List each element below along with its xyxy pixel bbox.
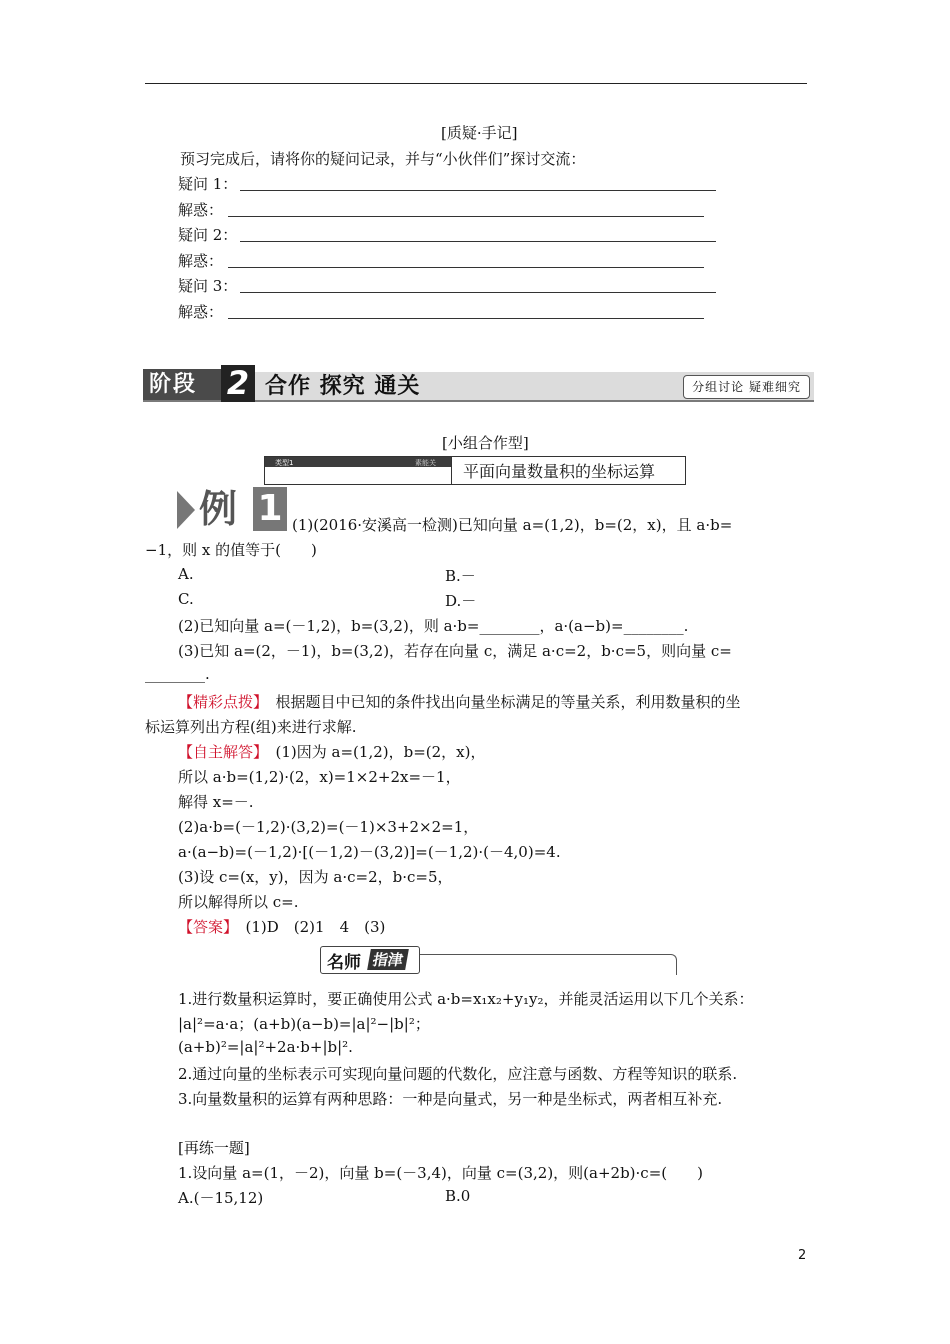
teacher-point-2: 2.通过向量的坐标表示可实现向量问题的代数化，应注意与函数、方程等知识的联系. [178,1065,738,1083]
question-line-2[interactable] [240,241,716,242]
example-q2: (2)已知向量 a=(－1,2)，b=(3,2)，则 a·b=________，a·(a−b)=________. [178,617,689,635]
question-line-1[interactable] [240,190,716,191]
hint-text-cont: 标运算列出方程(组)来进行求解. [145,718,357,736]
question-label-3: 疑问 3： [178,277,238,295]
page-number: 2 [798,1248,807,1263]
solution-line-2: 所以 a·b=(1,2)·(2，x)=1×2+2x=－1， [178,768,461,786]
hint-tag: 【精彩点拨】 [178,693,261,711]
option-a: A. [178,565,194,583]
practice-option-b: B.0 [445,1187,471,1205]
solution-line-1 [178,741,485,762]
solution-line-3: 解得 x=－. [178,793,254,811]
answer-line-2[interactable] [228,267,704,268]
example-badge-char: 例 [199,487,238,531]
practice-heading: [再练一题] [178,1139,250,1157]
banner-title: 合作 探究 通关 [265,374,421,399]
question-label-2: 疑问 2： [178,226,238,244]
notes-intro: 预习完成后，请将你的疑问记录，并与“小伙伴们”探讨交流： [180,150,586,168]
teacher-label-box [320,946,420,974]
teacher-point-1: 1.进行数量积运算时，要正确使用公式 a·b=x₁x₂+y₁y₂，并能灵活运用以下几个关系： [178,990,754,1008]
teacher-point-3: 3.向量数量积的运算有两种思路：一种是向量式，另一种是坐标式，两者相互补充. [178,1090,723,1108]
section-heading: [小组合作型] [442,434,529,452]
answer-label-3: 解惑： [178,303,224,321]
example-q1-line1: (1)(2016·安溪高一检测)已知向量 a=(1,2)，b=(2，x)，且 a·b= [292,516,733,534]
solution-line-5: a·(a−b)=(－1,2)·[(－1,2)－(3,2)]=(－1,2)·(－4,0)=4. [178,843,561,861]
teacher-guidance-badge [320,946,680,976]
solution-tag: 【自主解答】 [178,743,261,761]
example-badge-number: 1 [253,487,287,531]
teacher-label-2: 指津 [367,949,409,970]
answer-line [178,916,385,937]
banner-stage-label: 阶段 [143,369,255,400]
answer-label-1: 解惑： [178,201,224,219]
teacher-label-1: 名师 [327,953,361,973]
example-badge [177,487,287,531]
practice-question-1: 1.设向量 a=(1，－2)，向量 b=(－3,4)，向量 c=(3,2)，则(a+2b)·c=( ) [178,1164,703,1182]
example-q3-line2: ________. [145,665,210,683]
option-d: D.－ [445,592,477,610]
banner-subtitle-badge: 分组讨论 疑难细究 [683,375,810,399]
practice-option-a: A.(－15,12) [178,1189,264,1207]
teacher-formula-1: |a|²=a·a；(a+b)(a−b)=|a|²−|b|²； [178,1015,430,1033]
type-header-box [264,456,686,485]
answer-line-1[interactable] [228,216,704,217]
question-line-3[interactable] [240,292,716,293]
type-sublabel: 素能关 [415,459,436,467]
option-c: C. [178,590,194,608]
stage-banner [143,364,814,403]
example-q3-line1: (3)已知 a=(2，－1)，b=(3,2)，若存在向量 c，满足 a·c=2，b·c=5，则向量 c= [178,642,732,660]
solution-line-4: (2)a·b=(－1,2)·(3,2)=(－1)×3+2×2=1， [178,818,479,836]
question-label-1: 疑问 1： [178,175,238,193]
type-divider [451,457,452,484]
solution-text-1: (1)因为 a=(1,2)，b=(2，x)， [260,743,486,761]
hint-text: 根据题目中已知的条件找出向量坐标满足的等量关系，利用数量积的坐 [260,693,741,711]
teacher-formula-2: (a+b)²=|a|²+2a·b+|b|². [178,1038,353,1056]
solution-line-6: (3)设 c=(x，y)，因为 a·c=2，b·c=5， [178,868,453,886]
answer-text: (1)D (2)1 4 (3) [230,918,386,936]
option-b: B.－ [445,567,476,585]
answer-tag: 【答案】 [178,918,231,936]
type-title: 平面向量数量积的坐标运算 [463,462,656,481]
type-label: 类型1 [275,459,294,467]
banner-stage-number: 2 [221,365,255,402]
hint-paragraph [178,691,741,712]
solution-line-7: 所以解得所以 c=. [178,893,299,911]
teacher-frame-line [418,954,677,975]
answer-label-2: 解惑： [178,252,224,270]
notes-title: [质疑·手记] [441,124,518,142]
answer-line-3[interactable] [228,318,704,319]
example-q1-line2: −1，则 x 的值等于( ) [145,541,317,559]
header-rule [145,83,807,84]
example-arrow-icon [177,491,195,529]
